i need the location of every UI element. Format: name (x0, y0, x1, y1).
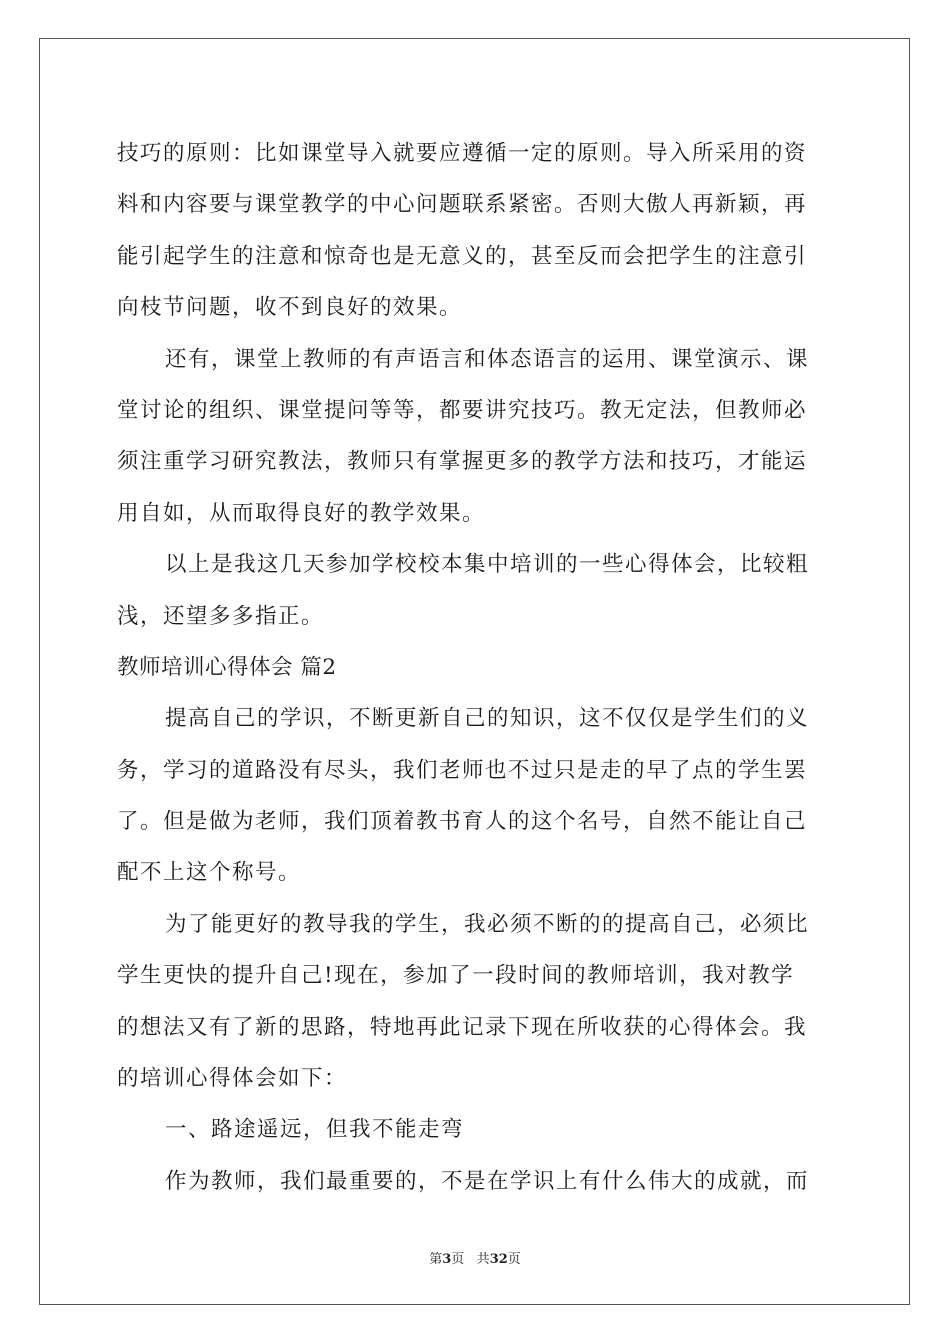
text-line: 了。但是做为老师，我们顶着教书育人的这个名号，自然不能让自己 (117, 809, 808, 835)
text-line: 向枝节问题，收不到良好的效果。 (117, 295, 463, 321)
text-line: 堂讨论的组织、课堂提问等等，都要讲究技巧。教无定法，但教师必 (117, 397, 808, 423)
text-line: 还有，课堂上教师的有声语言和体态语言的运用、课堂演示、课 (165, 346, 810, 372)
text-line: 配不上这个称号。 (117, 860, 302, 886)
page-footer (0, 1248, 950, 1267)
text-line: 用自如，从而取得良好的教学效果。 (117, 500, 486, 526)
page-suffix: 页 (451, 1252, 465, 1267)
text-line: 提高自己的学识，不断更新自己的知识，这不仅仅是学生们的义 (165, 706, 810, 732)
text-line: 作为教师，我们最重要的，不是在学识上有什么伟大的成就，而 (165, 1168, 810, 1194)
page-prefix: 第 (429, 1252, 443, 1267)
section-heading: 教师培训心得体会 篇2 (117, 654, 337, 680)
text-line: 一、路途遥远，但我不能走弯 (165, 1117, 465, 1143)
document-body (117, 128, 833, 1207)
text-line: 须注重学习研究教法，教师只有掌握更多的教学方法和技巧，才能运 (117, 449, 808, 475)
text-line: 以上是我这几天参加学校校本集中培训的一些心得体会，比较粗 (165, 552, 810, 578)
total-pages: 32 (489, 1252, 508, 1267)
text-line: 学生更快的提升自己!现在，参加了一段时间的教师培训，我对教学 (117, 963, 795, 989)
total-prefix: 共 (476, 1252, 490, 1267)
total-suffix: 页 (507, 1252, 521, 1267)
text-line: 的培训心得体会如下： (117, 1066, 348, 1092)
text-line: 为了能更好的教导我的学生，我必须不断的的提高自己，必须比 (165, 911, 810, 937)
text-line: 技巧的原则：比如课堂导入就要应遵循一定的原则。导入所采用的资 (117, 141, 808, 166)
page-number: 3 (442, 1252, 452, 1267)
text-line: 的想法又有了新的思路，特地再此记录下现在所收获的心得体会。我 (117, 1014, 808, 1040)
text-line: 务，学习的道路没有尽头，我们老师也不过只是走的早了点的学生罢 (117, 757, 808, 783)
text-line: 料和内容要与课堂教学的中心问题联系紧密。否则大傲人再新颖，再 (117, 192, 808, 218)
text-line: 能引起学生的注意和惊奇也是无意义的，甚至反而会把学生的注意引 (117, 243, 808, 269)
text-line: 浅，还望多多指正。 (117, 603, 325, 629)
